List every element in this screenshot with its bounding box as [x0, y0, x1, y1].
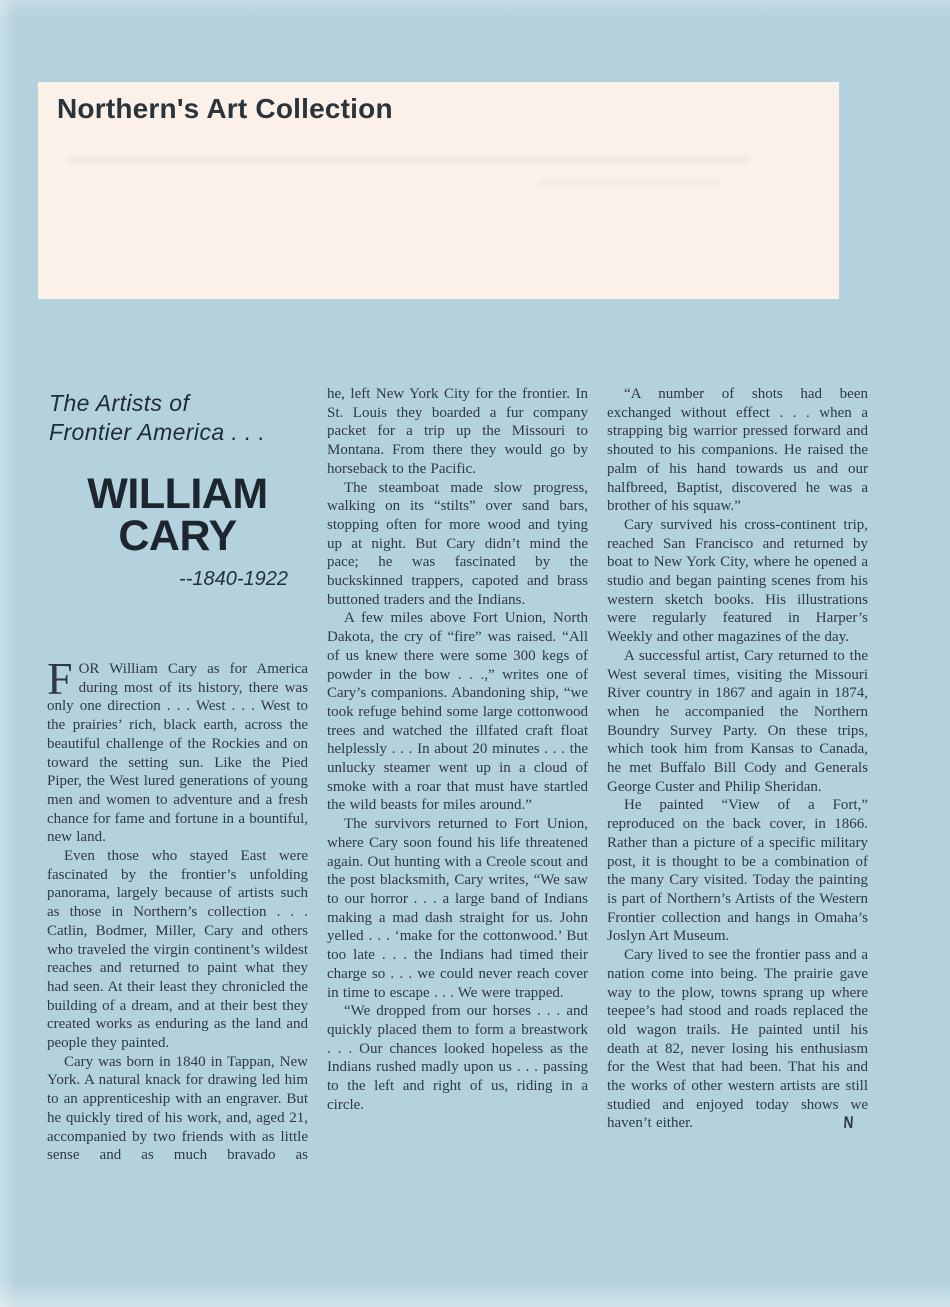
paragraph: Even those who stayed East were fascinated by the frontier’s unfolding panorama, largely because of artists such as those in Northern’s collection . . . Catlin, Bodmer, Miller, Cary and others who traveled the virgin continent’s wildest reaches and returned to paint what they had seen. At their least they chronicled the building of a dream, and at their best they created works as enduring as the land and people they painted. — [47, 848, 308, 1052]
paragraph: The steamboat made slow progress, walking on its “stilts” over sand bars, stopping often for more wood and tying up at night. But Cary didn’t mind the pace; he was fascinated by the buckskinned trappers, capoted and brass buttoned traders and the Indians. — [327, 479, 588, 608]
paragraph — [47, 653, 308, 847]
dropcap-letter: F — [47, 653, 73, 704]
kicker-line-1: The Artists of — [49, 390, 190, 416]
article-columns — [47, 385, 868, 1165]
paragraph: “A number of shots had been exchanged without effect . . . when a strapping big warrior pressed forward and shouted to his companions. He raised the palm of his hand towards us and our halfbreed, Baptist, discovered he was a brother of his squaw.” — [607, 386, 868, 515]
paragraph — [607, 946, 868, 1133]
artist-dates: --1840-1922 — [179, 568, 288, 590]
article-kicker — [47, 385, 308, 447]
paragraph: Cary survived his cross-continent trip, reached San Francisco and returned by boat to New York City, where he opened a studio and began painting scenes from his western sketch books. His illustrations were regularly featured in Harper’s Weekly and other magazines of the day. — [607, 516, 868, 646]
article-column-2 — [327, 385, 588, 1165]
article-column-3 — [607, 385, 868, 1165]
article-column-1 — [47, 385, 308, 1165]
title-line-1: WILLIAM — [87, 470, 268, 518]
collection-title: Northern's Art Collection — [57, 93, 393, 124]
paragraph: Cary was born in 1840 in Tappan, New York. A natural knack for drawing led him to an apprenticeship with an engraver. But he quickly tired of his work, and, aged 21, accompanied by two friends with as little sense and as much bravado as — [47, 1053, 308, 1164]
paragraph: he, left New York City for the frontier. In St. Louis they boarded a fur company packet for a trip up the Missouri to Montana. From there they would go by horseback to the Pacific. — [327, 386, 588, 477]
publisher-endmark-icon: N — [842, 1113, 854, 1133]
title-line-2: CARY — [118, 512, 237, 560]
paragraph: The survivors returned to Fort Union, where Cary soon found his life threatened again. Out hunting with a Creole scout and the post blacksmith, Cary writes, “We saw to our horror . . . a large band of Indians making a mad dash straight for us. John yelled . . . ‘make for the cottonwood.’ But too late . . . the Indians had timed their charge so . . . we could never reach cover in time to escape . . . We were trapped. — [327, 816, 588, 1001]
header-panel — [38, 82, 839, 299]
paragraph-text: Cary lived to see the frontier pass and a nation come into being. The prairie gave way to the plow, towns sprang up where teepee’s had stood and roads replaced the old wagon trails. He painted until his death at 82, never losing his enthusiasm for the West that had been. That his and the works of other western artists are still studied and enjoyed today shows we haven’t either. — [607, 947, 868, 1132]
kicker-line-2: Frontier America . . . — [49, 419, 266, 445]
print-bleed-ghost — [539, 180, 719, 186]
paragraph-text: OR William Cary as for America during most of its history, there was only one direction . . . West . . . West to the prairies’ rich, black earth, across the beautiful challenge of the Rockies and on toward the setting sun. Like the Pied Piper, the West lured generations of young men and women to adventure and a fresh chance for fame and fortune in a bountiful, new land. — [47, 661, 308, 846]
print-bleed-ghost — [68, 156, 749, 163]
article-title — [47, 470, 308, 560]
page-top-sheen — [0, 0, 950, 18]
paragraph: A few miles above Fort Union, North Dakota, the cry of “fire” was raised. “All of us knew there were some 300 kegs of powder in the bow . . .,” writes one of Cary’s companions. Abandoning ship, “we took refuge behind some large cottonwood trees and watched the illfated craft float helplessly . . . In about 20 minutes . . . the unlucky steamer went up in a cloud of smoke with a roar that must have startled the wild beasts for miles around.” — [327, 610, 588, 814]
paragraph: He painted “View of a Fort,” reproduced on the back cover, in 1866. Rather than a picture of a specific military post, it is thought to be a combination of the many Cary visited. Today the painting is part of Northern’s Artists of the Western Frontier collection and hangs in Omaha’s Joslyn Art Museum. — [607, 797, 868, 945]
paragraph: A successful artist, Cary returned to the West several times, visiting the Missouri River country in 1867 and again in 1874, when he accompanied the Northern Boundry Survey Party. On these trips, which took him from Kansas to Canada, he met Buffalo Bill Cody and Generals George Custer and Philip Sheridan. — [607, 647, 868, 795]
paragraph: “We dropped from our horses . . . and quickly placed them to form a breastwork . . . Our chances looked hopeless as the Indians rushed madly upon us . . . passing to the left and right of us, riding in a circle. — [327, 1003, 588, 1113]
